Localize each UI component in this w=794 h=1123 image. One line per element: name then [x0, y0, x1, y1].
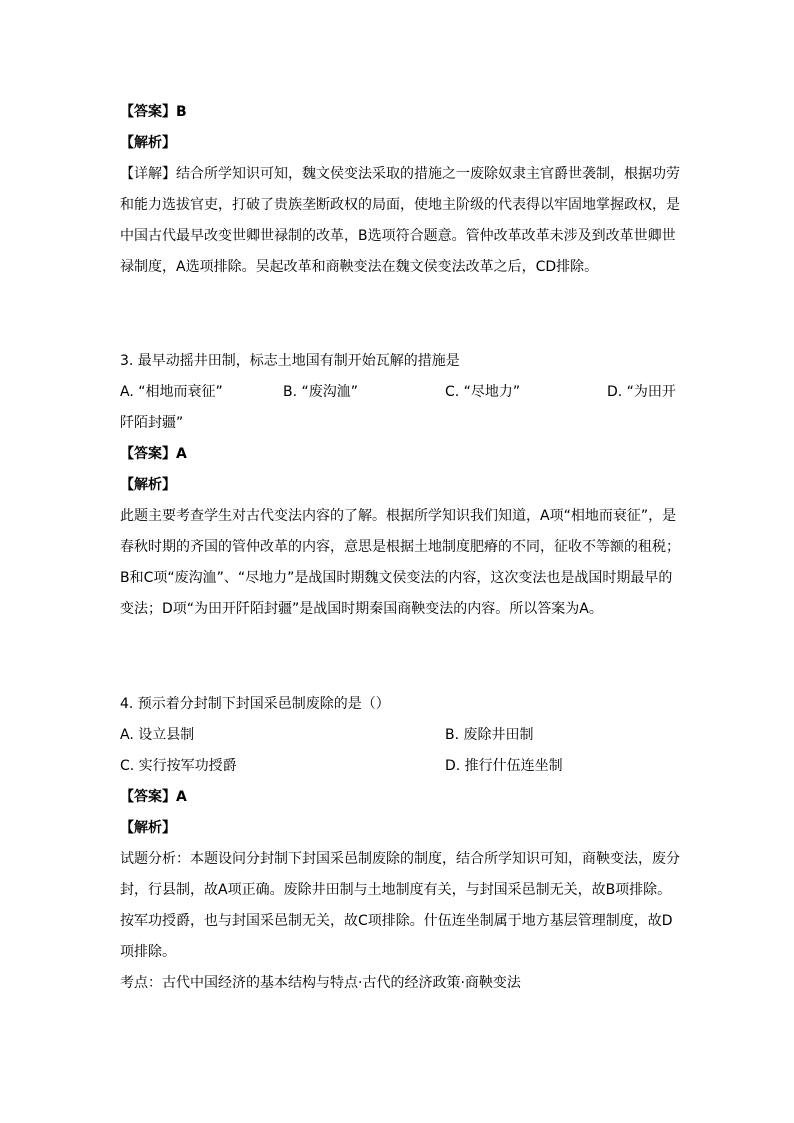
- answer-label: 【答案】A: [120, 446, 187, 462]
- analysis-line: 封，行县制，故A项正确。废除井田制与土地制度有关，与封国采邑制无关，故B项排除。: [120, 882, 672, 898]
- option-a: A. 设立县制: [120, 727, 195, 743]
- kaodian-line: 考点：古代中国经济的基本结构与特点·古代的经济政策·商鞅变法: [120, 975, 521, 991]
- question-3: 3. 最早动摇井田制，标志土地国有制开始瓦解的措施是: [120, 353, 460, 369]
- analysis-line: 按军功授爵，也与封国采邑制无关，故C项排除。什伍连坐制属于地方基层管理制度，故D: [120, 913, 673, 929]
- answer-label: 【答案】A: [120, 789, 187, 805]
- analysis-label: 【解析】: [120, 820, 176, 836]
- option-c: C. 实行按军功授爵: [120, 758, 237, 774]
- option-b: B. “废沟洫”: [283, 384, 359, 400]
- analysis-line: 此题主要考查学生对古代变法内容的了解。根据所学知识我们知道，A项“相地而衰征”，是: [120, 508, 677, 524]
- option-d: D. 推行什伍连坐制: [445, 758, 563, 774]
- option-d-continued: 阡陌封疆”: [120, 415, 184, 431]
- detail-line: 【详解】结合所学知识可知，魏文侯变法采取的措施之一废除奴隶主官爵世袭制，根据功劳: [120, 166, 680, 182]
- detail-line: 禄制度，A选项排除。吴起改革和商鞅变法在魏文侯变法改革之后，CD排除。: [120, 259, 599, 275]
- option-d: D. “为田开: [607, 384, 676, 400]
- analysis-line: 春秋时期的齐国的管仲改革的内容，意思是根据土地制度肥瘠的不同，征收不等额的租税；: [120, 539, 680, 555]
- analysis-line: 试题分析：本题设问分封制下封国采邑制废除的制度，结合所学知识可知，商鞅变法，废分: [120, 851, 680, 867]
- analysis-label: 【解析】: [120, 477, 176, 493]
- answer-label: 【答案】B: [120, 104, 187, 120]
- analysis-label: 【解析】: [120, 135, 176, 151]
- option-c: C. “尽地力”: [445, 384, 521, 400]
- analysis-line: B和C项“废沟洫”、“尽地力”是战国时期魏文侯变法的内容，这次变法也是战国时期最早的: [120, 570, 673, 586]
- detail-line: 中国古代最早改变世卿世禄制的改革，B选项符合题意。管仲改革改革未涉及到改革世卿世: [120, 228, 676, 244]
- question-4: 4. 预示着分封制下封国采邑制废除的是（）: [120, 696, 390, 712]
- analysis-line: 变法；D项“为田开阡陌封疆”是战国时期秦国商鞅变法的内容。所以答案为A。: [120, 601, 603, 617]
- option-b: B. 废除井田制: [445, 727, 534, 743]
- detail-line: 和能力选拔官吏，打破了贵族垄断政权的局面，使地主阶级的代表得以牢固地掌握政权，是: [120, 197, 680, 213]
- analysis-line: 项排除。: [120, 944, 176, 960]
- option-a: A. “相地而衰征”: [120, 384, 223, 400]
